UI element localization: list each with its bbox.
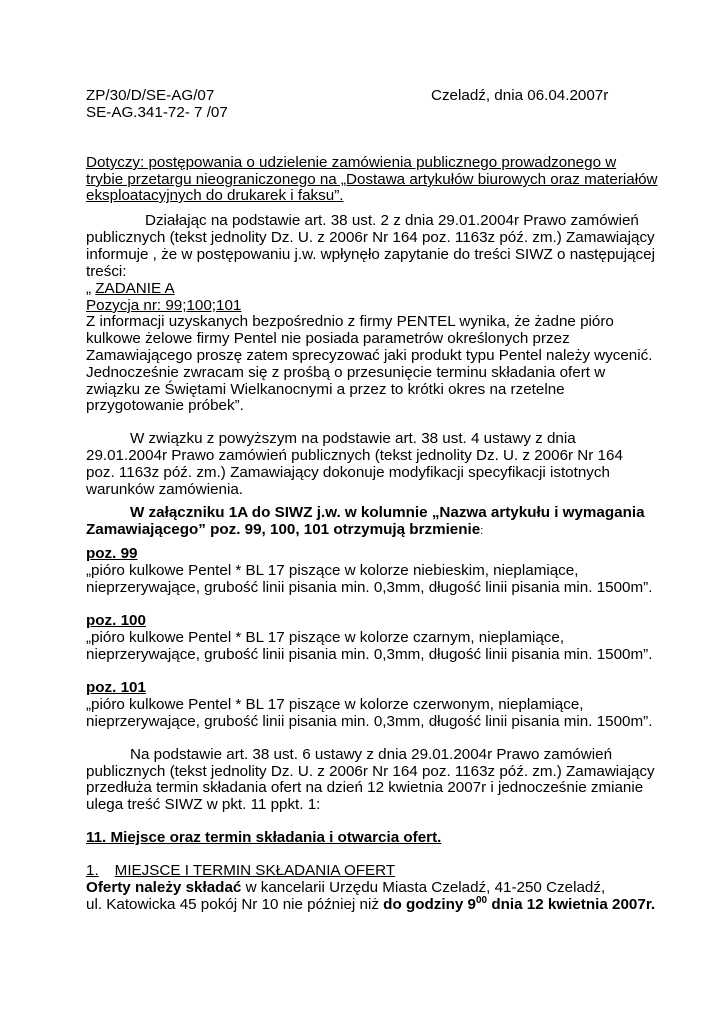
quote-mark: „ <box>86 280 96 297</box>
offers-line-1 <box>86 879 605 897</box>
modification-line-1: W załączniku 1A do SIWZ j.w. w kolumnie „Nazwa artykułu i wymagania <box>130 504 645 521</box>
task-label: ZADANIE A <box>95 280 175 297</box>
question-line-1: Z informacji uzyskanych bezpośrednio z firmy PENTEL wynika, że żadne pióro <box>86 313 614 330</box>
case-number: SE-AG.341-72- 7 /07 <box>86 104 228 121</box>
answer-line-3: poz. 1163z póź. zm.) Zamawiający dokonuje modyfikacji specyfikacji istotnych <box>86 464 610 481</box>
position-101-line-2: nieprzerywające, grubość linii pisania min. 0,3mm, długość linii pisania min. 1500m”. <box>86 713 653 730</box>
quoted-task-heading <box>86 280 175 298</box>
position-101-label: poz. 101 <box>86 679 146 696</box>
position-99-line-2: nieprzerywające, grubość linii pisania min. 0,3mm, długość linii pisania min. 1500m”. <box>86 579 653 596</box>
deadline-line-2: publicznych (tekst jednolity Dz. U. z 2006r Nr 164 poz. 1163z póź. zm.) Zamawiający <box>86 763 655 780</box>
deadline-minutes: 00 <box>475 895 488 906</box>
reference-number: ZP/30/D/SE-AG/07 <box>86 87 215 104</box>
position-99-line-1: „pióro kulkowe Pentel * BL 17 piszące w kolorze niebieskim, nieplamiące, <box>86 562 579 579</box>
question-line-6: przygotowanie próbek”. <box>86 397 244 414</box>
position-numbers: Pozycja nr: 99;100;101 <box>86 297 242 314</box>
offers-address: w kancelarii Urzędu Miasta Czeladź, 41-250 Czeladź, <box>241 879 606 896</box>
question-line-2: kulkowe żelowe firmy Pentel nie posiada parametrów określonych przez <box>86 330 570 347</box>
offers-room: ul. Katowicka 45 pokój Nr 10 nie później niż <box>86 896 384 913</box>
position-100-line-2: nieprzerywające, grubość linii pisania min. 0,3mm, długość linii pisania min. 1500m”. <box>86 646 653 663</box>
subsection-title: MIEJSCE I TERMIN SKŁADANIA OFERT <box>114 862 396 879</box>
subsection-number: 1. <box>86 862 99 879</box>
trailing-colon: : <box>480 525 484 537</box>
offers-line-2 <box>86 896 655 914</box>
question-line-3: Zamawiającego proszę zatem sprecyzować jaki produkt typu Pentel należy wycenić. <box>86 347 653 364</box>
deadline-hour: do godziny 9 <box>383 896 476 913</box>
modification-line-2 <box>86 521 483 540</box>
subject-line-3: eksploatacyjnych do drukarek i faksu”. <box>86 187 344 204</box>
question-line-4: Jednocześnie zwracam się z prośbą o przesunięcie terminu składania ofert w <box>86 364 606 381</box>
question-line-5: związku ze Świętami Wielkanocnymi a przez to krótki okres na rzetelne <box>86 381 565 398</box>
modification-text: Zamawiającego” poz. 99, 100, 101 otrzymują brzmienie <box>86 521 481 538</box>
answer-line-1: W związku z powyższym na podstawie art. 38 ust. 4 ustawy z dnia <box>130 430 576 447</box>
intro-line-2: publicznych (tekst jednolity Dz. U. z 2006r Nr 164 poz. 1163z póź. zm.) Zamawiający <box>86 229 655 246</box>
answer-line-2: 29.01.2004r Prawo zamówień publicznych (tekst jednolity Dz. U. z 2006r Nr 164 <box>86 447 623 464</box>
subject-line-2: trybie przetargu nieograniczonego na „Dostawa artykułów biurowych oraz materiałów <box>86 171 658 188</box>
position-100-label: poz. 100 <box>86 612 146 629</box>
position-99-label: poz. 99 <box>86 545 138 562</box>
intro-line-1: Działając na podstawie art. 38 ust. 2 z dnia 29.01.2004r Prawo zamówień <box>145 212 639 229</box>
place-and-date: Czeladź, dnia 06.04.2007r <box>431 87 609 104</box>
intro-line-4: treści: <box>86 263 127 280</box>
section-11-heading: 11. Miejsce oraz termin składania i otwarcia ofert. <box>86 829 442 846</box>
subject-line-1: Dotyczy: postępowania o udzielenie zamówienia publicznego prowadzonego w <box>86 154 617 171</box>
deadline-line-3: przedłuża termin składania ofert na dzień 12 kwietnia 2007r i jednocześnie zmianie <box>86 779 644 796</box>
position-100-line-1: „pióro kulkowe Pentel * BL 17 piszące w kolorze czarnym, nieplamiące, <box>86 629 565 646</box>
offers-lead: Oferty należy składać <box>86 879 242 896</box>
deadline-date: dnia 12 kwietnia 2007r. <box>487 896 656 913</box>
answer-line-4: warunków zamówienia. <box>86 481 244 498</box>
subsection-1-heading <box>86 862 395 880</box>
deadline-line-1: Na podstawie art. 38 ust. 6 ustawy z dnia 29.01.2004r Prawo zamówień <box>130 746 613 763</box>
deadline-line-4: ulega treść SIWZ w pkt. 11 ppkt. 1: <box>86 796 321 813</box>
intro-line-3: informuje , że w postępowaniu j.w. wpłynęło zapytanie do treści SIWZ o następującej <box>86 246 655 263</box>
position-101-line-1: „pióro kulkowe Pentel * BL 17 piszące w kolorze czerwonym, nieplamiące, <box>86 696 584 713</box>
